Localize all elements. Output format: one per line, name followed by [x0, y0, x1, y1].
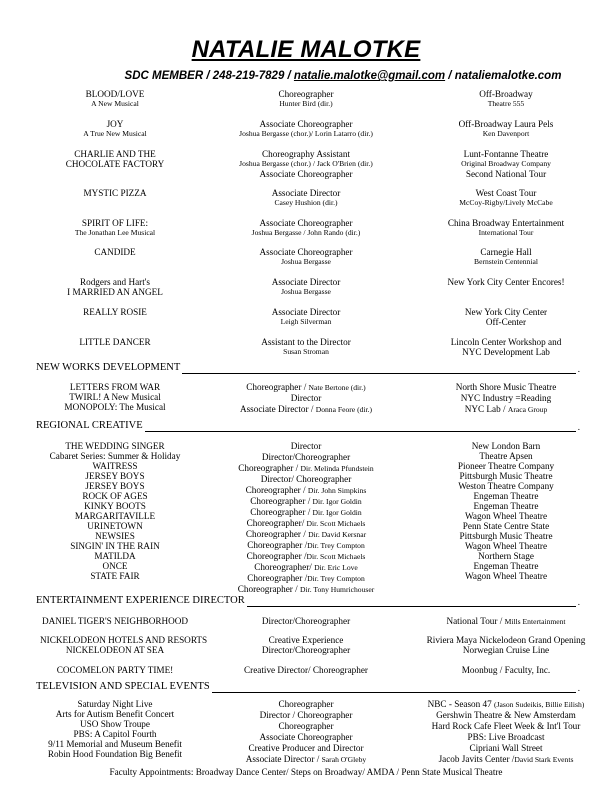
production-title-text: USO Show Troupe: [80, 719, 150, 729]
venue-detail: International Tour: [478, 228, 534, 237]
role-line: [196, 529, 416, 540]
venue-text: Lincoln Center Workshop and: [450, 337, 562, 347]
production-title-text: URINETOWN: [87, 521, 143, 531]
role-text: Associate Director /: [245, 754, 322, 764]
venue-text: NYC Industry =Reading: [460, 393, 552, 403]
production-title-text: JERSEY BOYS: [85, 481, 145, 491]
role-text: Director / Choreographer: [259, 710, 353, 720]
rule-end-dot: .: [577, 364, 580, 374]
venue-cell: [420, 89, 592, 109]
venue-text: Gershwin Theatre & New Amsterdam: [436, 710, 576, 720]
role-detail: Dir. Tony Humrichouser: [300, 585, 375, 594]
role-text: Choreographer /: [250, 507, 313, 517]
section-title: ENTERTAINMENT EXPERIENCE DIRECTOR: [36, 595, 245, 606]
production-title-text: BLOOD/LOVE: [85, 89, 145, 99]
role-text: Associate Director: [271, 307, 341, 317]
role-text: Creative Producer and Director: [248, 743, 364, 753]
role-detail: Dir. Igor Goldin: [312, 497, 362, 506]
venue-line: [420, 382, 592, 393]
venue-text: North Shore Music Theatre: [455, 382, 557, 392]
venue-text: Pioneer Theatre Company: [457, 461, 555, 471]
production-title-cell: [40, 307, 190, 317]
production-title-cell: [40, 119, 190, 139]
role-cell: [196, 441, 416, 595]
venue-cell: [420, 119, 592, 139]
production-title-cell: [40, 382, 190, 412]
role-cell: [196, 119, 416, 139]
production-title-text: LETTERS FROM WAR: [69, 382, 161, 392]
role-line: [196, 540, 416, 551]
venue-text: Moonbug / Faculty, Inc.: [461, 665, 551, 675]
production-title-cell: [40, 635, 208, 655]
role-text: Choreographer/: [246, 518, 307, 528]
production-title-text: STATE FAIR: [90, 571, 140, 581]
role-detail: Dir. Scott Michaels: [306, 552, 366, 561]
role-text: Director: [290, 441, 322, 451]
venue-text: NYC Development Lab: [462, 347, 550, 357]
venue-line: [420, 404, 592, 415]
venue-cell: [420, 307, 592, 327]
section-heading-regional: [36, 420, 580, 432]
role-cell: [196, 247, 416, 267]
section-heading-tv: [36, 681, 580, 693]
venue-detail: (Jason Sudeikis, Billie Eilish): [494, 700, 585, 709]
production-title-text: I MARRIED AN ANGEL: [67, 287, 163, 297]
venue-text: Penn State Centre State: [462, 521, 550, 531]
venue-text: New York City Center Encores!: [447, 277, 565, 287]
production-title-text: WAITRESS: [92, 461, 138, 471]
role-detail: Dir. Igor Goldin: [312, 508, 362, 517]
venue-cell: [420, 665, 592, 675]
venue-text: Northern Stage: [478, 551, 534, 561]
faculty-appointments: Faculty Appointments: Broadway Dance Center/ Steps on Broadway/ AMDA / Penn State Musical Theatre: [109, 767, 503, 777]
production-title-cell: [40, 247, 190, 257]
role-cell: [196, 218, 416, 238]
rule-end-dot: .: [577, 422, 580, 432]
role-text: Choreographer /: [245, 485, 308, 495]
role-cell: [196, 149, 416, 179]
venue-text: PBS: Live Broadcast: [467, 732, 545, 742]
venue-cell: [420, 635, 592, 655]
role-text: Choreographer: [278, 721, 334, 731]
venue-text: Off-Broadway Laura Pels: [458, 119, 554, 129]
venue-text: Carnegie Hall: [480, 247, 532, 257]
venue-text: Pittsburgh Music Theatre: [459, 471, 553, 481]
production-title-detail: The Jonathan Lee Musical: [74, 228, 156, 237]
production-title-cell: [40, 616, 190, 626]
venue-cell: [420, 277, 592, 287]
venue-text: Engeman Theatre: [473, 561, 539, 571]
production-title-text: MYSTIC PIZZA: [83, 188, 147, 198]
production-title-cell: [40, 218, 190, 238]
venue-text: Hard Rock Cafe Fleet Week & Int'l Tour: [431, 721, 581, 731]
role-line: [196, 382, 416, 393]
production-title-cell: [40, 149, 190, 169]
production-title-text: NICKELODEON AT SEA: [65, 645, 165, 655]
venue-detail: Mills Entertainment: [504, 617, 566, 626]
section-heading-experience: [36, 595, 580, 607]
production-title-text: MATILDA: [94, 551, 136, 561]
section-title: NEW WORKS DEVELOPMENT: [36, 362, 181, 373]
role-line: [196, 518, 416, 529]
production-title-text: 9/11 Memorial and Museum Benefit: [48, 739, 182, 749]
role-text: Choreographer: [278, 699, 334, 709]
role-cell: [196, 665, 416, 675]
role-detail: Dir. Trey Compton: [307, 574, 365, 583]
production-title-text: LITTLE DANCER: [79, 337, 151, 347]
venue-detail: Araca Group: [507, 405, 548, 414]
venue-text: Jacob Javits Center /: [438, 754, 515, 764]
venue-detail: McCoy-Rigby/Lively McCabe: [459, 198, 553, 207]
production-title-text: MONOPOLY: The Musical: [64, 402, 166, 412]
role-cell: [196, 616, 416, 626]
role-text: Associate Director: [271, 188, 341, 198]
venue-text: Wagon Wheel Theatre: [464, 541, 548, 551]
production-title-text: CHOCOLATE FACTORY: [65, 159, 165, 169]
role-line: [196, 463, 416, 474]
role-line: [196, 551, 416, 562]
production-title-text: NEWSIES: [95, 531, 135, 541]
venue-line: [420, 721, 592, 732]
role-text: Director/Choreographer: [261, 452, 351, 462]
venue-text: Off-Broadway: [479, 89, 533, 99]
section-title: TELEVISION AND SPECIAL EVENTS: [36, 681, 210, 692]
production-title-text: COCOMELON PARTY TIME!: [56, 665, 174, 675]
resume-name: NATALIE MALOTKE: [191, 36, 421, 63]
role-detail: Dir. John Simpkins: [307, 486, 367, 495]
role-text: Creative Experience: [268, 635, 344, 645]
section-title: REGIONAL CREATIVE: [36, 420, 143, 431]
production-title-text: SPIRIT OF LIFE:: [81, 218, 149, 228]
role-detail: Casey Hushion (dir.): [274, 198, 338, 207]
contact-line: [0, 70, 612, 82]
role-detail: Susan Stroman: [283, 347, 329, 356]
venue-text: Engeman Theatre: [473, 491, 539, 501]
role-line: [196, 584, 416, 595]
role-cell: [196, 277, 416, 297]
venue-cell: [420, 149, 592, 179]
venue-cell: [420, 337, 592, 357]
role-line: [196, 743, 416, 754]
venue-line: [420, 732, 592, 743]
role-detail: Dir. Eric Love: [314, 563, 358, 572]
production-title-text: DANIEL TIGER'S NEIGHBORHOOD: [41, 616, 189, 626]
venue-cell: [420, 699, 592, 765]
venue-cell: [420, 247, 592, 267]
role-text: Choreographer /: [250, 496, 313, 506]
venue-text: Second National Tour: [465, 169, 547, 179]
role-cell: [196, 307, 416, 327]
venue-text: NYC Lab /: [464, 404, 508, 414]
role-text: Associate Choreographer: [259, 169, 353, 179]
role-text: Choreographer /: [247, 573, 308, 583]
venue-text: Cipriani Wall Street: [469, 743, 543, 753]
venue-line: [420, 754, 592, 765]
role-text: Director: [290, 393, 322, 403]
venue-text: Wagon Wheel Theatre: [464, 511, 548, 521]
venue-line: [420, 393, 592, 404]
email-link[interactable]: natalie.malotke@gmail.com: [293, 70, 446, 82]
role-text: Choreographer/: [254, 562, 315, 572]
venue-detail: Theatre 555: [487, 99, 525, 108]
role-line: [196, 573, 416, 584]
venue-text: Pittsburgh Music Theatre: [459, 531, 553, 541]
production-title-cell: [40, 441, 190, 581]
role-line: [196, 393, 416, 404]
role-detail: Hunter Bird (dir.): [279, 99, 333, 108]
role-text: Creative Director/ Choreographer: [244, 665, 368, 675]
production-title-text: TWIRL! A New Musical: [69, 392, 161, 402]
venue-text: Lunt-Fontanne Theatre: [463, 149, 549, 159]
role-cell: [196, 89, 416, 109]
venue-detail: Bernstein Centennial: [474, 257, 538, 266]
production-title-text: ONCE: [102, 561, 128, 571]
role-detail: Sarah O'Gleby: [321, 755, 367, 764]
role-cell: [196, 699, 416, 765]
role-line: [196, 452, 416, 463]
role-detail: Joshua Bergasse (chor.) / Jack O'Brien (dir.): [239, 159, 373, 168]
venue-text: Wagon Wheel Theatre: [464, 571, 548, 581]
venue-cell: [420, 382, 592, 415]
venue-cell: [420, 188, 592, 208]
role-text: Associate Choreographer: [259, 119, 353, 129]
rule-end-dot: .: [577, 683, 580, 693]
production-title-text: Rodgers and Hart's: [79, 277, 151, 287]
venue-text: West Coast Tour: [475, 188, 537, 198]
role-text: Associate Choreographer: [259, 732, 353, 742]
role-detail: Joshua Bergasse / John Rando (dir.): [251, 228, 361, 237]
venue-line: [420, 710, 592, 721]
production-title-text: JOY: [106, 119, 124, 129]
production-title-cell: [40, 699, 190, 759]
role-line: [196, 562, 416, 573]
role-text: Assistant to the Director: [261, 337, 351, 347]
role-detail: Joshua Bergasse: [281, 287, 331, 296]
production-title-text: PBS: A Capitol Fourth: [73, 729, 157, 739]
role-cell: [196, 382, 416, 415]
production-title-detail: A True New Musical: [83, 129, 147, 138]
venue-cell: [420, 218, 592, 238]
role-detail: Joshua Bergasse (chor.)/ Lorin Latarro (dir.): [239, 129, 373, 138]
venue-text: Engeman Theatre: [473, 501, 539, 511]
role-text: Choreographer /: [246, 382, 309, 392]
role-text: Director/ Choreographer: [260, 474, 352, 484]
role-text: Associate Director: [271, 277, 341, 287]
production-title-text: CANDIDE: [94, 247, 136, 257]
role-detail: Dir. Melinda Pfundstein: [300, 464, 374, 473]
production-title-text: Arts for Autism Benefit Concert: [55, 709, 175, 719]
role-line: [196, 732, 416, 743]
role-text: Choreographer /: [238, 463, 301, 473]
role-text: Director/Choreographer: [261, 616, 351, 626]
role-detail: Dir. Trey Compton: [307, 541, 365, 550]
role-detail: Joshua Bergasse: [281, 257, 331, 266]
venue-line: [420, 743, 592, 754]
venue-line: [420, 699, 592, 710]
venue-text: China Broadway Entertainment: [447, 218, 565, 228]
role-text: Associate Choreographer: [259, 218, 353, 228]
production-title-text: THE WEDDING SINGER: [65, 441, 165, 451]
venue-detail: David Stark Events: [514, 755, 574, 764]
role-detail: Nate Bertone (dir.): [308, 383, 366, 392]
production-title-text: CHARLIE AND THE: [74, 149, 156, 159]
venue-cell: [420, 616, 592, 627]
section-heading-new-works: [36, 362, 580, 374]
role-text: Choreographer /: [247, 540, 308, 550]
venue-text: Off-Center: [485, 317, 527, 327]
venue-detail: Original Broadway Company: [461, 159, 551, 168]
production-title-cell: [40, 188, 190, 198]
role-text: Director/Choreographer: [261, 645, 351, 655]
venue-text: Norwegian Cruise Line: [462, 645, 550, 655]
contact-prefix: SDC MEMBER / 248-219-7829 /: [124, 70, 294, 82]
role-text: Choreographer /: [246, 551, 307, 561]
production-title-text: MARGARITAVILLE: [74, 511, 156, 521]
venue-text: NBC - Season 47: [427, 699, 495, 709]
production-title-text: ROCK OF AGES: [82, 491, 148, 501]
role-line: [196, 441, 416, 452]
production-title-cell: [40, 337, 190, 347]
rule-end-dot: .: [577, 597, 580, 607]
production-title-detail: A New Musical: [91, 99, 139, 108]
role-line: [196, 496, 416, 507]
production-title-text: Robin Hood Foundation Big Benefit: [47, 749, 183, 759]
production-title-cell: [40, 277, 190, 297]
role-detail: Leigh Silverman: [280, 317, 332, 326]
role-text: Associate Choreographer: [259, 247, 353, 257]
role-text: Choreographer /: [237, 584, 301, 594]
production-title-text: NICKELODEON HOTELS AND RESORTS: [40, 635, 208, 645]
role-text: Choreographer: [278, 89, 334, 99]
production-title-text: Cabaret Series: Summer & Holiday: [49, 451, 181, 461]
production-title-text: SINGIN' IN THE RAIN: [70, 541, 160, 551]
role-line: [196, 754, 416, 765]
production-title-cell: [40, 89, 190, 109]
role-text: Choreographer /: [245, 529, 309, 539]
venue-text: National Tour /: [446, 616, 505, 626]
contact-suffix: / nataliemalotke.com: [445, 70, 562, 82]
role-cell: [196, 188, 416, 208]
role-cell: [196, 635, 416, 655]
role-detail: Dir. David Kersnar: [308, 530, 367, 539]
role-line: [196, 721, 416, 732]
venue-text: Weston Theatre Company: [458, 481, 554, 491]
venue-text: Theatre Apsen: [479, 451, 533, 461]
role-line: [196, 507, 416, 518]
role-cell: [196, 337, 416, 357]
venue-detail: Ken Davenport: [482, 129, 530, 138]
role-line: [196, 710, 416, 721]
venue-text: Riviera Maya Nickelodeon Grand Opening: [426, 635, 586, 645]
role-line: [196, 474, 416, 485]
production-title-text: Saturday Night Live: [77, 699, 153, 709]
venue-text: New York City Center: [464, 307, 548, 317]
role-line: [196, 699, 416, 710]
production-title-text: REALLY ROSIE: [83, 307, 147, 317]
production-title-text: KINKY BOOTS: [84, 501, 146, 511]
production-title-cell: [40, 665, 190, 675]
role-line: [196, 485, 416, 496]
role-detail: Dir. Scott Michaels: [306, 519, 366, 528]
role-text: Associate Director /: [239, 404, 316, 414]
role-detail: Donna Feore (dir.): [315, 405, 373, 414]
venue-line: [420, 616, 592, 627]
venue-cell: [420, 441, 592, 581]
role-line: [196, 404, 416, 415]
venue-text: New London Barn: [471, 441, 541, 451]
role-text: Choreography Assistant: [261, 149, 351, 159]
production-title-text: JERSEY BOYS: [85, 471, 145, 481]
